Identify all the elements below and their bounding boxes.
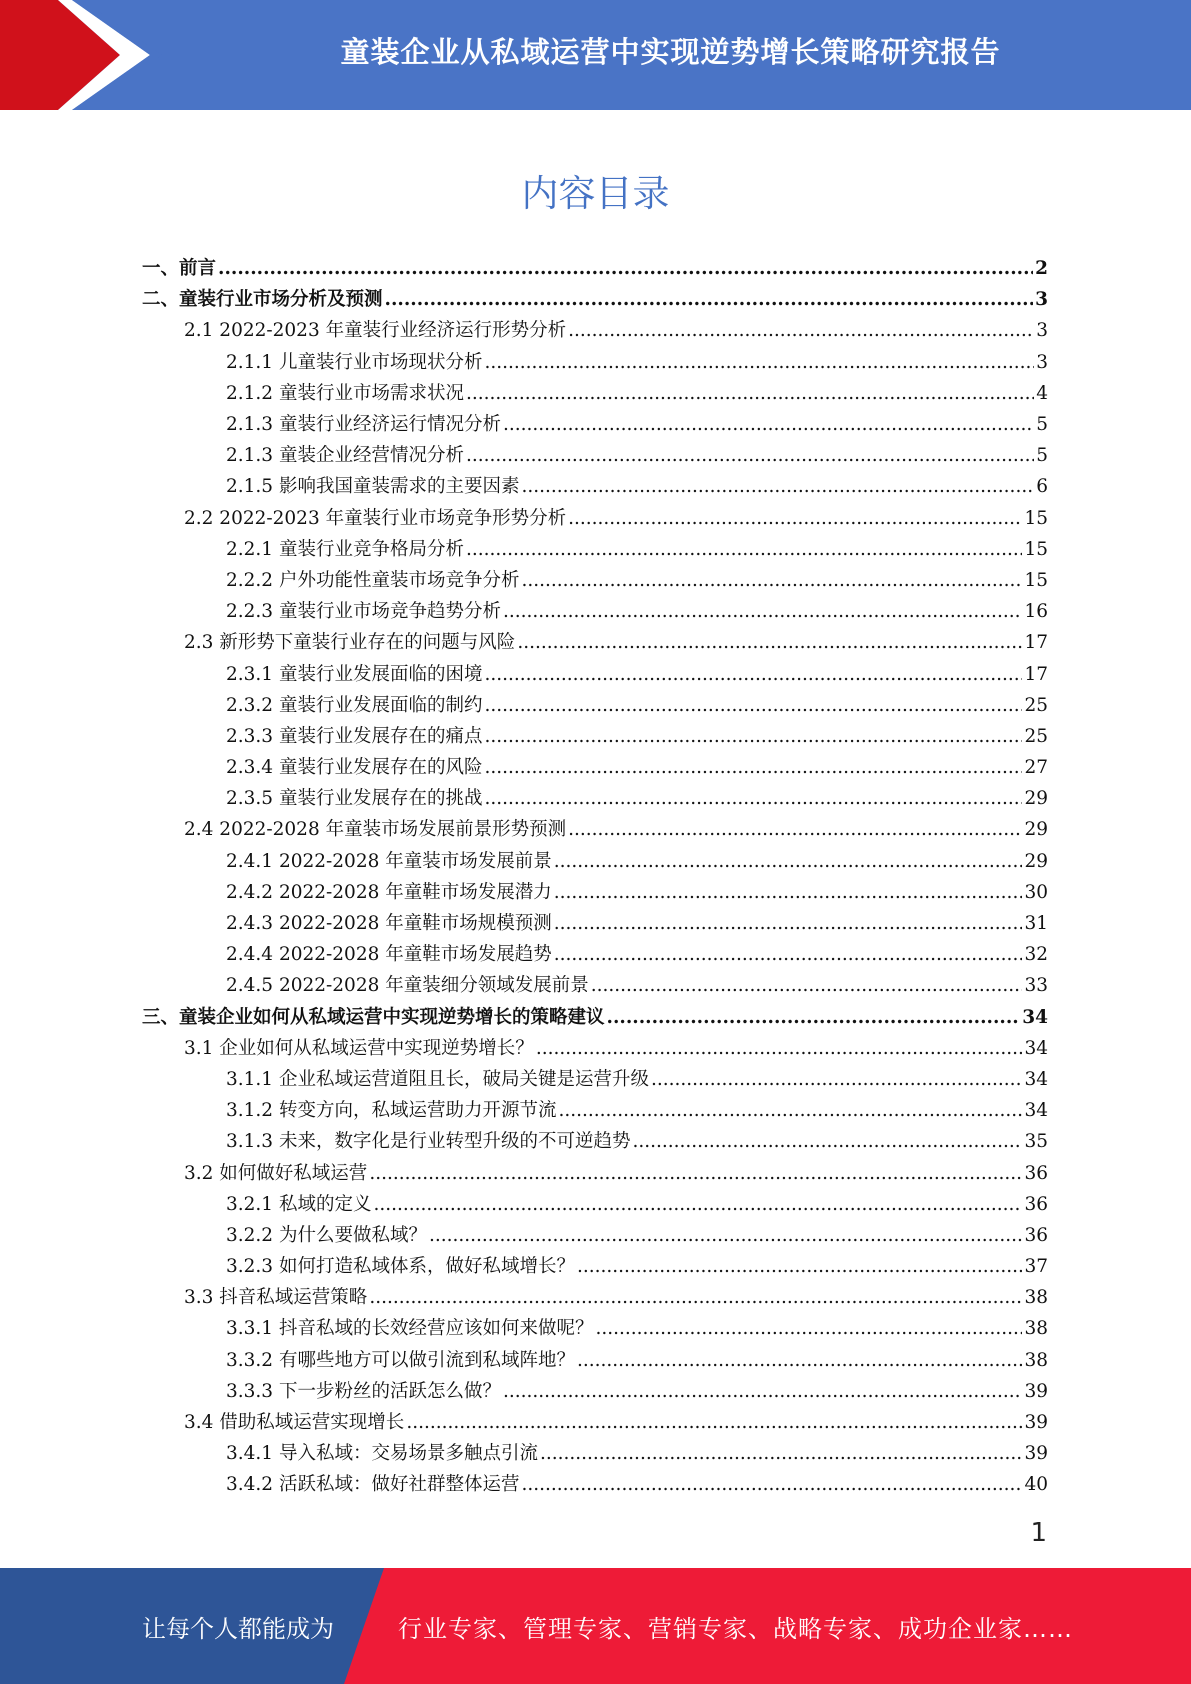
toc-dot-leader xyxy=(607,1002,1021,1033)
toc-entry-label: 3.4.2 活跃私域：做好社群整体运营 xyxy=(226,1474,520,1496)
toc-dot-leader xyxy=(536,1033,1023,1064)
toc-entry-page: 38 xyxy=(1024,1349,1048,1371)
toc-dot-leader xyxy=(466,534,1022,565)
toc-dot-leader xyxy=(503,1376,1022,1407)
toc-entry[interactable] xyxy=(142,1033,1048,1064)
toc-dot-leader xyxy=(484,347,1034,378)
toc-dot-leader xyxy=(484,659,1022,690)
toc-dot-leader xyxy=(369,1282,1022,1313)
toc-entry-page: 16 xyxy=(1024,601,1048,623)
toc-dot-leader xyxy=(568,315,1034,346)
toc-entry-page: 39 xyxy=(1024,1443,1048,1465)
toc-entry[interactable] xyxy=(142,1220,1048,1251)
toc-entry[interactable] xyxy=(142,378,1048,409)
toc-entry-label: 2.3.3 童装行业发展存在的痛点 xyxy=(226,725,483,747)
toc-dot-leader xyxy=(369,1158,1022,1189)
toc-entry[interactable] xyxy=(142,814,1048,845)
toc-dot-leader xyxy=(554,939,1023,970)
toc-entry[interactable] xyxy=(142,1157,1048,1188)
toc-entry[interactable] xyxy=(142,1438,1048,1469)
toc-entry[interactable] xyxy=(142,1345,1048,1376)
footer-slogan-left: 让每个人都能成为 xyxy=(142,1614,334,1643)
toc-entry-page: 17 xyxy=(1024,632,1048,654)
toc-dot-leader xyxy=(595,1313,1022,1344)
toc-entry-page: 17 xyxy=(1024,663,1048,685)
toc-dot-leader xyxy=(466,378,1034,409)
toc-entry-page: 31 xyxy=(1024,913,1048,935)
toc-entry-label: 2.1 2022-2023 年童装行业经济运行形势分析 xyxy=(184,320,567,342)
toc-entry-page: 39 xyxy=(1024,1412,1048,1434)
toc-entry-page: 29 xyxy=(1024,788,1048,810)
toc-entry-label: 3.1.1 企业私域运营道阻且长，破局关键是运营升级 xyxy=(226,1068,649,1090)
toc-entry-page: 25 xyxy=(1024,725,1048,747)
toc-entry[interactable] xyxy=(142,347,1048,378)
toc-entry[interactable] xyxy=(142,1251,1048,1282)
toc-dot-leader xyxy=(484,721,1022,752)
toc-entry-page: 34 xyxy=(1024,1100,1048,1122)
toc-entry-label: 2.4 2022-2028 年童装市场发展前景形势预测 xyxy=(184,819,567,841)
toc-entry-label: 2.3.5 童装行业发展存在的挑战 xyxy=(226,788,483,810)
toc-dot-leader xyxy=(577,1345,1022,1376)
toc-entry[interactable] xyxy=(142,534,1048,565)
toc-dot-leader xyxy=(521,1469,1022,1500)
toc-dot-leader xyxy=(554,846,1023,877)
toc-entry[interactable] xyxy=(142,409,1048,440)
toc-entry-label: 2.1.2 童装行业市场需求状况 xyxy=(226,382,464,404)
toc-entry[interactable] xyxy=(142,658,1048,689)
toc-entry[interactable] xyxy=(142,440,1048,471)
toc-entry-page: 3 xyxy=(1036,320,1048,342)
toc-entry-page: 32 xyxy=(1024,944,1048,966)
toc-entry-label: 3.2.3 如何打造私域体系，做好私域增长？ xyxy=(226,1256,575,1278)
toc-entry-page: 34 xyxy=(1024,1037,1048,1059)
toc-dot-leader xyxy=(521,471,1034,502)
toc-entry-page: 39 xyxy=(1024,1380,1048,1402)
toc-entry-label: 2.4.1 2022-2028 年童装市场发展前景 xyxy=(226,850,552,872)
toc-entry-page: 15 xyxy=(1024,569,1048,591)
toc-dot-leader xyxy=(568,503,1022,534)
toc-entry-page: 35 xyxy=(1024,1131,1048,1153)
toc-entry-label: 2.3 新形势下童装行业存在的问题与风险 xyxy=(184,632,516,654)
toc-dot-leader xyxy=(373,1189,1022,1220)
toc-entry-page: 6 xyxy=(1036,476,1048,498)
toc-dot-leader xyxy=(466,440,1034,471)
toc-entry[interactable] xyxy=(142,1002,1048,1033)
toc-entry-label: 3.2 如何做好私域运营 xyxy=(184,1162,368,1184)
toc-entry-label: 一、前言 xyxy=(142,258,217,280)
toc-entry-label: 2.2.3 童装行业市场竞争趋势分析 xyxy=(226,601,501,623)
toc-entry-label: 二、童装行业市场分析及预测 xyxy=(142,289,383,311)
toc-dot-leader xyxy=(503,596,1022,627)
toc-entry-page: 5 xyxy=(1036,414,1048,436)
toc-entry-page: 38 xyxy=(1024,1287,1048,1309)
toc-entry[interactable] xyxy=(142,1313,1048,1344)
table-of-contents xyxy=(142,253,1048,1501)
toc-entry-label: 3.3.2 有哪些地方可以做引流到私域阵地？ xyxy=(226,1349,575,1371)
toc-entry-label: 3.4 借助私域运营实现增长 xyxy=(184,1412,405,1434)
toc-entry-label: 三、童装企业如何从私域运营中实现逆势增长的策略建议 xyxy=(142,1006,605,1028)
toc-entry[interactable] xyxy=(142,1095,1048,1126)
page-header xyxy=(0,0,1191,110)
toc-entry-label: 2.2.2 户外功能性童装市场竞争分析 xyxy=(226,569,520,591)
toc-dot-leader xyxy=(577,1251,1022,1282)
toc-entry-label: 2.1.5 影响我国童装需求的主要因素 xyxy=(226,476,520,498)
toc-entry[interactable] xyxy=(142,565,1048,596)
toc-entry-label: 2.2 2022-2023 年童装行业市场竞争形势分析 xyxy=(184,507,567,529)
toc-entry-label: 2.4.3 2022-2028 年童鞋市场规模预测 xyxy=(226,913,552,935)
toc-entry-label: 3.1.3 未来，数字化是行业转型升级的不可逆趋势 xyxy=(226,1131,631,1153)
toc-entry-page: 38 xyxy=(1024,1318,1048,1340)
toc-entry[interactable] xyxy=(142,877,1048,908)
toc-entry-page: 36 xyxy=(1024,1193,1048,1215)
toc-dot-leader xyxy=(568,814,1022,845)
toc-entry[interactable] xyxy=(142,1282,1048,1313)
toc-entry-label: 2.4.4 2022-2028 年童鞋市场发展趋势 xyxy=(226,944,552,966)
toc-dot-leader xyxy=(484,752,1022,783)
toc-entry[interactable] xyxy=(142,1126,1048,1157)
toc-entry-label: 2.1.3 童装企业经营情况分析 xyxy=(226,445,464,467)
toc-dot-leader xyxy=(554,877,1023,908)
toc-entry[interactable] xyxy=(142,596,1048,627)
toc-entry-label: 3.3.3 下一步粉丝的活跃怎么做？ xyxy=(226,1380,501,1402)
toc-entry-page: 27 xyxy=(1024,757,1048,779)
toc-entry-label: 3.4.1 导入私域：交易场景多触点引流 xyxy=(226,1443,538,1465)
toc-entry-label: 2.4.5 2022-2028 年童装细分领域发展前景 xyxy=(226,975,589,997)
toc-entry[interactable] xyxy=(142,1189,1048,1220)
page-number: 1 xyxy=(1030,1518,1047,1548)
page-footer xyxy=(0,1568,1191,1684)
toc-dot-leader xyxy=(521,565,1022,596)
toc-dot-leader xyxy=(591,970,1023,1001)
toc-entry-label: 3.2.1 私域的定义 xyxy=(226,1193,372,1215)
report-title: 童装企业从私域运营中实现逆势增长策略研究报告 xyxy=(340,34,1001,69)
toc-entry-page: 2 xyxy=(1035,258,1048,280)
toc-dot-leader xyxy=(484,783,1022,814)
toc-dot-leader xyxy=(651,1064,1022,1095)
toc-dot-leader xyxy=(632,1126,1022,1157)
toc-entry[interactable] xyxy=(142,627,1048,658)
toc-dot-leader xyxy=(517,627,1022,658)
toc-entry[interactable] xyxy=(142,939,1048,970)
toc-entry[interactable] xyxy=(142,970,1048,1001)
toc-entry-label: 2.1.1 儿童装行业市场现状分析 xyxy=(226,351,483,373)
toc-dot-leader xyxy=(429,1220,1022,1251)
toc-heading: 内容目录 xyxy=(521,172,670,215)
toc-entry-page: 30 xyxy=(1024,881,1048,903)
toc-entry-page: 25 xyxy=(1024,694,1048,716)
toc-entry-page: 3 xyxy=(1036,351,1048,373)
toc-dot-leader xyxy=(540,1438,1022,1469)
toc-entry-page: 40 xyxy=(1024,1474,1048,1496)
toc-entry-label: 3.1 企业如何从私域运营中实现逆势增长？ xyxy=(184,1037,534,1059)
toc-entry-label: 2.3.1 童装行业发展面临的困境 xyxy=(226,663,483,685)
toc-entry[interactable] xyxy=(142,315,1048,346)
toc-entry-page: 37 xyxy=(1024,1256,1048,1278)
toc-entry[interactable] xyxy=(142,752,1048,783)
toc-entry-label: 2.3.4 童装行业发展存在的风险 xyxy=(226,757,483,779)
toc-entry-label: 3.2.2 为什么要做私域？ xyxy=(226,1224,427,1246)
toc-entry[interactable] xyxy=(142,690,1048,721)
toc-dot-leader xyxy=(484,690,1022,721)
toc-entry-page: 34 xyxy=(1022,1006,1048,1028)
toc-entry[interactable] xyxy=(142,1064,1048,1095)
toc-dot-leader xyxy=(554,908,1023,939)
toc-entry-page: 15 xyxy=(1024,507,1048,529)
footer-slogan-right: 行业专家、管理专家、营销专家、战略专家、成功企业家…… xyxy=(398,1614,1073,1643)
toc-entry[interactable] xyxy=(142,253,1048,284)
toc-entry[interactable] xyxy=(142,783,1048,814)
toc-entry[interactable] xyxy=(142,471,1048,502)
toc-dot-leader xyxy=(385,284,1034,315)
toc-entry-label: 3.1.2 转变方向，私域运营助力开源节流 xyxy=(226,1100,557,1122)
toc-entry-label: 2.2.1 童装行业竞争格局分析 xyxy=(226,538,464,560)
toc-entry-page: 15 xyxy=(1024,538,1048,560)
toc-entry-page: 29 xyxy=(1024,850,1048,872)
toc-entry-label: 2.3.2 童装行业发展面临的制约 xyxy=(226,694,483,716)
toc-entry-page: 29 xyxy=(1024,819,1048,841)
toc-dot-leader xyxy=(406,1407,1022,1438)
toc-entry-label: 2.1.3 童装行业经济运行情况分析 xyxy=(226,414,501,436)
toc-entry[interactable] xyxy=(142,846,1048,877)
toc-dot-leader xyxy=(558,1095,1022,1126)
toc-dot-leader xyxy=(503,409,1034,440)
toc-entry[interactable] xyxy=(142,503,1048,534)
toc-entry-page: 33 xyxy=(1024,975,1048,997)
toc-entry-label: 2.4.2 2022-2028 年童鞋市场发展潜力 xyxy=(226,881,552,903)
toc-entry[interactable] xyxy=(142,1376,1048,1407)
toc-entry-page: 5 xyxy=(1036,445,1048,467)
toc-entry-label: 3.3 抖音私域运营策略 xyxy=(184,1287,368,1309)
toc-entry[interactable] xyxy=(142,1407,1048,1438)
toc-dot-leader xyxy=(218,253,1033,284)
toc-entry-page: 36 xyxy=(1024,1224,1048,1246)
toc-entry-page: 3 xyxy=(1035,289,1048,311)
toc-entry-label: 3.3.1 抖音私域的长效经营应该如何来做呢？ xyxy=(226,1318,594,1340)
toc-entry[interactable] xyxy=(142,721,1048,752)
toc-entry[interactable] xyxy=(142,1469,1048,1500)
toc-entry-page: 36 xyxy=(1024,1162,1048,1184)
toc-entry[interactable] xyxy=(142,284,1048,315)
toc-entry-page: 34 xyxy=(1024,1068,1048,1090)
toc-entry-page: 4 xyxy=(1036,382,1048,404)
toc-entry[interactable] xyxy=(142,908,1048,939)
